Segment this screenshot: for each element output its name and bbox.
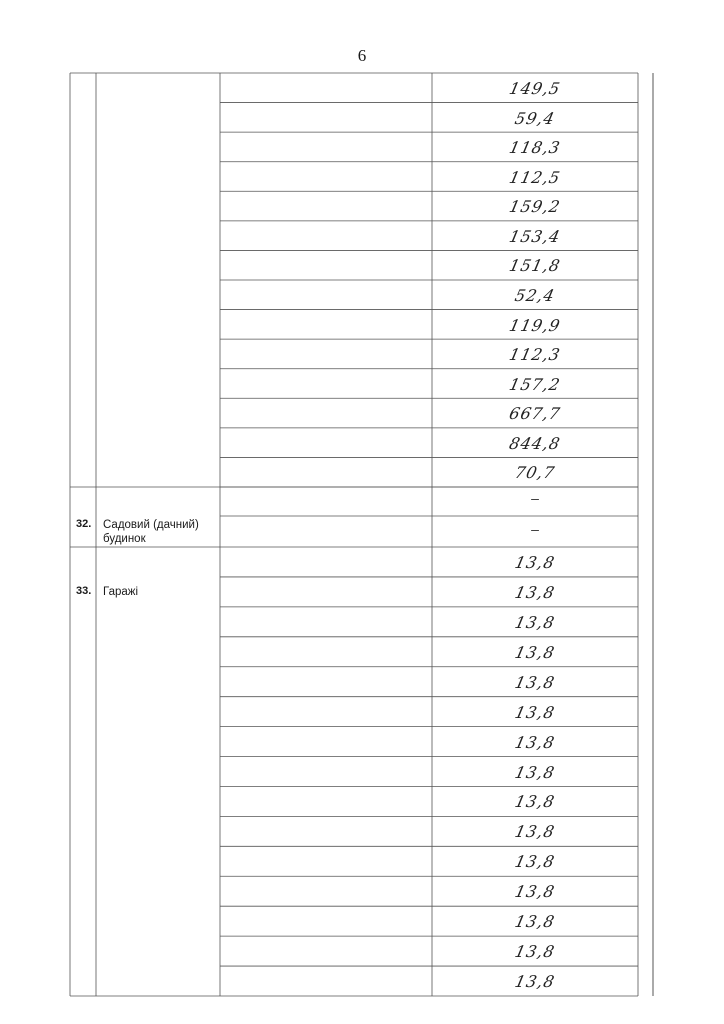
garage-area-value: 13,8 xyxy=(513,912,557,932)
area-value: 151,8 xyxy=(507,256,563,276)
garage-area-value: 13,8 xyxy=(513,822,557,842)
garage-area-value: 13,8 xyxy=(513,882,557,902)
area-value: 112,3 xyxy=(507,345,563,365)
area-value: 159,2 xyxy=(507,197,563,217)
area-value: 149,5 xyxy=(507,79,563,98)
garage-area-value: 13,8 xyxy=(513,732,557,752)
garage-area-value: 13,8 xyxy=(513,672,557,692)
garage-area-value: 13,8 xyxy=(513,702,557,722)
area-value: 153,4 xyxy=(507,226,563,246)
garage-area-value: 13,8 xyxy=(513,852,557,872)
garage-area-value: 13,8 xyxy=(513,642,557,662)
garage-area-value: 13,8 xyxy=(513,792,557,812)
area-value: 118,3 xyxy=(507,138,563,158)
row-label-garden-house: Садовий (дачний) будинок xyxy=(103,519,199,545)
area-value: 667,7 xyxy=(507,404,563,424)
garage-area-value: 13,8 xyxy=(513,972,557,992)
page-number: 6 xyxy=(357,46,367,65)
area-value: 157,2 xyxy=(507,374,563,394)
row-label-garages: Гаражі xyxy=(103,586,139,598)
garage-area-value: 13,8 xyxy=(513,582,557,602)
area-value: 119,9 xyxy=(507,315,563,335)
garage-area-value: 13,8 xyxy=(513,762,557,782)
area-value: 52,4 xyxy=(513,286,557,305)
area-value-empty: – xyxy=(531,521,539,537)
garage-area-value: 13,8 xyxy=(513,942,557,962)
row-number-32: 32. xyxy=(76,518,92,530)
area-value: 70,7 xyxy=(513,463,557,483)
garage-area-value: 13,8 xyxy=(513,612,557,632)
area-value: 59,4 xyxy=(513,108,557,128)
area-value: 844,8 xyxy=(507,433,563,453)
area-value: 112,5 xyxy=(507,167,563,187)
area-value-empty: – xyxy=(531,490,539,506)
garage-area-value: 13,8 xyxy=(513,553,557,572)
row-number-33: 33. xyxy=(76,585,92,597)
